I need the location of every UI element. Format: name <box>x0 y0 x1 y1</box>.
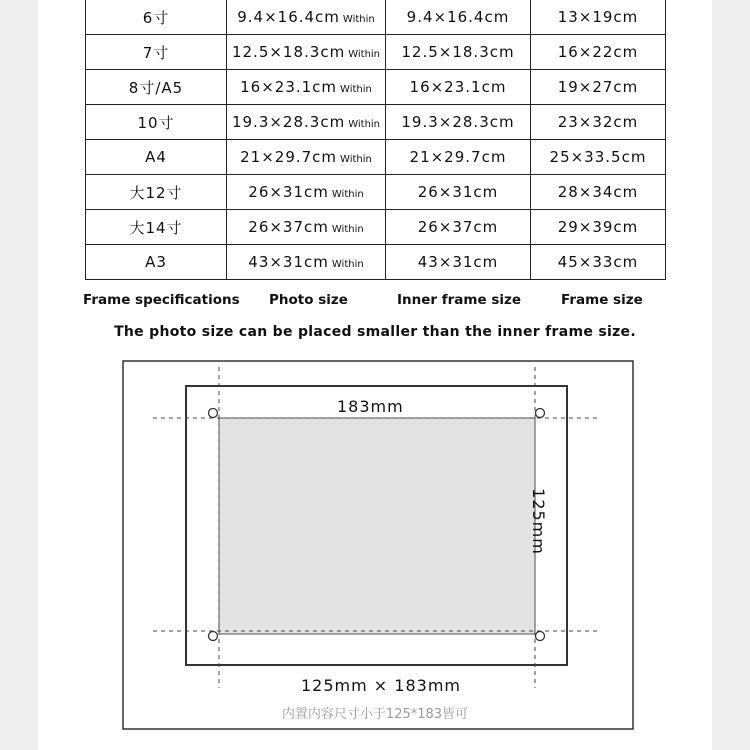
cell-inner-frame-size-value: 16×23.1cm <box>409 78 507 96</box>
within-label: Within <box>331 189 364 200</box>
cell-inner-frame-size-value: 21×29.7cm <box>409 148 507 166</box>
header-frame-specifications: Frame specifications <box>83 292 240 308</box>
cell-frame-size-value: 16×22cm <box>557 43 639 61</box>
cell-photo-size-value: 19.3×28.3cm <box>231 113 346 131</box>
size-note: The photo size can be placed smaller than the inner frame size. <box>114 324 636 340</box>
within-label: Within <box>340 84 372 95</box>
cell-photo-size-value: 16×23.1cm <box>240 78 338 96</box>
cell-frame-size-value: 19×27cm <box>557 78 639 96</box>
within-label: Within <box>348 49 381 60</box>
photo-area <box>219 418 535 634</box>
cell-inner-frame-size-value: 9.4×16.4cm <box>406 8 510 26</box>
cell-inner-frame-size-value: 26×31cm <box>417 183 499 201</box>
cell-photo-size-value: 21×29.7cm <box>240 148 338 166</box>
header-photo-size: Photo size <box>269 292 348 308</box>
cell-frame-spec-value: A4 <box>145 148 167 166</box>
cell-photo-size-value: 26×37cm <box>248 218 329 236</box>
cell-frame-size-value: 25×33.5cm <box>549 148 647 166</box>
cell-photo-size-value: 26×31cm <box>248 183 329 201</box>
cell-frame-size-value: 13×19cm <box>557 8 639 26</box>
top-dimension-label: 183mm <box>337 397 404 416</box>
side-dimension-label: 125mm <box>528 488 548 555</box>
diagram-caption: 内置内容尺寸小于125*183皆可 <box>281 707 469 722</box>
cell-frame-spec-value: 6寸 <box>142 8 170 27</box>
within-label: Within <box>331 224 364 235</box>
header-inner-frame-size: Inner frame size <box>397 292 521 308</box>
bottom-dimension-label: 125mm × 183mm <box>301 676 461 695</box>
within-label: Within <box>348 119 381 130</box>
cell-frame-spec-value: A3 <box>145 253 167 271</box>
cell-photo-size-value: 9.4×16.4cm <box>237 8 340 26</box>
within-label: Within <box>342 14 375 25</box>
cell-inner-frame-size-value: 26×37cm <box>417 218 499 236</box>
cell-inner-frame-size-value: 19.3×28.3cm <box>401 113 515 131</box>
within-label: Within <box>340 154 372 165</box>
within-label: Within <box>331 259 364 270</box>
cell-frame-spec-value: 大12寸 <box>129 183 183 202</box>
cell-inner-frame-size-value: 43×31cm <box>417 253 499 271</box>
cell-frame-spec-value: 10寸 <box>137 113 175 132</box>
cell-frame-size-value: 45×33cm <box>557 253 639 271</box>
cell-frame-spec-value: 7寸 <box>142 43 170 62</box>
cell-frame-size-value: 23×32cm <box>557 113 639 131</box>
cell-frame-size-value: 28×34cm <box>557 183 639 201</box>
cell-photo-size-value: 12.5×18.3cm <box>231 43 346 61</box>
cell-photo-size-value: 43×31cm <box>248 253 329 271</box>
cell-inner-frame-size-value: 12.5×18.3cm <box>401 43 515 61</box>
cell-frame-spec-value: 8寸/A5 <box>128 78 184 97</box>
cell-frame-size-value: 29×39cm <box>557 218 639 236</box>
cell-frame-spec-value: 大14寸 <box>129 218 183 237</box>
header-frame-size: Frame size <box>561 292 643 308</box>
